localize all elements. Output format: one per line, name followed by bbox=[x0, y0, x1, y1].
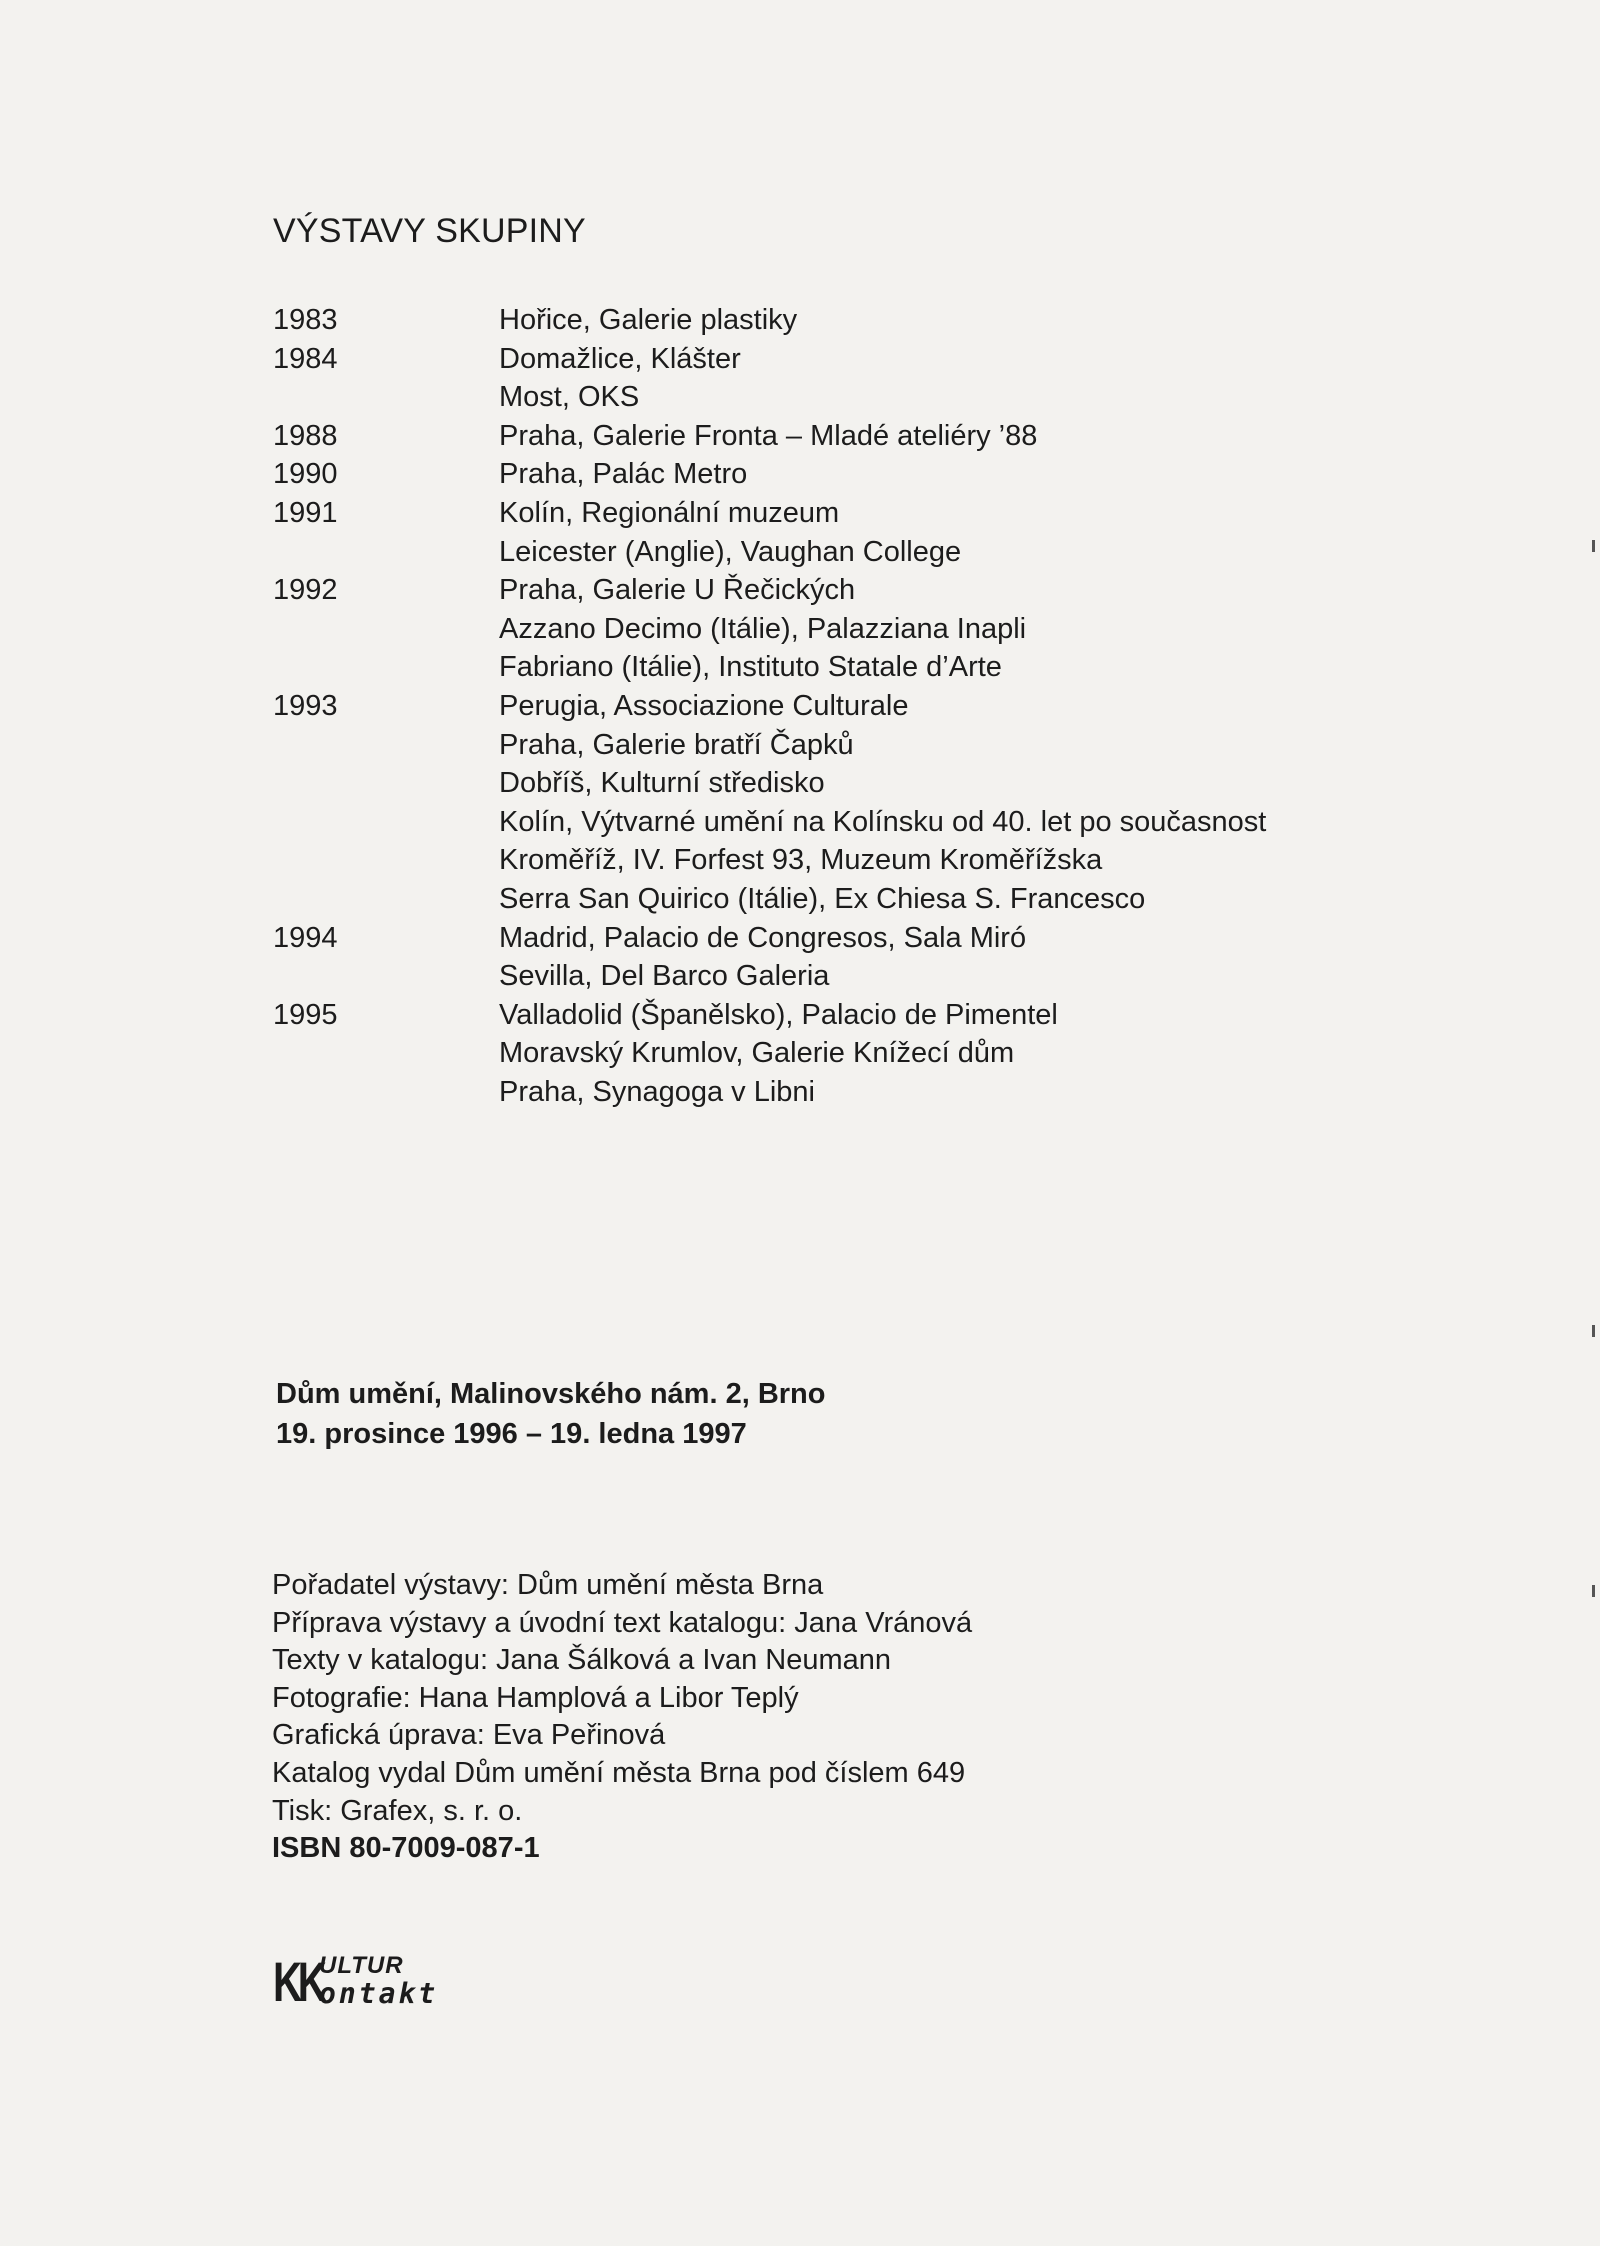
exhibition-year bbox=[273, 957, 499, 996]
exhibition-year: 1993 bbox=[273, 689, 338, 722]
credit-publisher: Katalog vydal Dům umění města Brna pod číslem 649 bbox=[272, 1756, 966, 1789]
venue-block bbox=[276, 1374, 826, 1454]
exhibition-row bbox=[273, 726, 1373, 765]
exhibition-row bbox=[273, 1034, 1373, 1073]
credit-texts: Texty v katalogu: Jana Šálková a Ivan Neumann bbox=[272, 1644, 892, 1677]
exhibition-row bbox=[273, 417, 1373, 456]
exhibition-year: 1992 bbox=[273, 574, 338, 607]
exhibition-row bbox=[273, 1073, 1373, 1112]
exhibition-row bbox=[273, 340, 1373, 379]
exhibition-year bbox=[273, 610, 499, 649]
exhibition-row bbox=[273, 610, 1373, 649]
exhibition-year: 1988 bbox=[273, 419, 338, 452]
exhibition-row bbox=[273, 687, 1373, 726]
exhibition-place: Praha, Synagoga v Libni bbox=[499, 1075, 815, 1108]
exhibition-row bbox=[273, 494, 1373, 533]
exhibition-row bbox=[273, 533, 1373, 572]
venue-dates: 19. prosince 1996 – 19. ledna 1997 bbox=[276, 1418, 747, 1450]
exhibition-place: Sevilla, Del Barco Galeria bbox=[499, 960, 830, 993]
credit-design: Grafická úprava: Eva Peřinová bbox=[272, 1719, 666, 1752]
exhibition-row bbox=[273, 803, 1373, 842]
section-heading: VÝSTAVY SKUPINY bbox=[273, 212, 586, 250]
credit-photos: Fotografie: Hana Hamplová a Libor Teplý bbox=[272, 1681, 799, 1714]
exhibition-year bbox=[273, 1073, 499, 1112]
exhibition-year bbox=[273, 764, 499, 803]
logo-ontakt: ontakt bbox=[319, 1977, 439, 2010]
credit-preparation: Příprava výstavy a úvodní text katalogu: Jana Vránová bbox=[272, 1606, 973, 1639]
exhibition-place: Serra San Quirico (Itálie), Ex Chiesa S. Francesco bbox=[499, 882, 1146, 915]
exhibition-place: Kroměříž, IV. Forfest 93, Muzeum Kroměřížska bbox=[499, 844, 1103, 877]
exhibition-place: Dobříš, Kulturní středisko bbox=[499, 767, 825, 800]
exhibition-place: Most, OKS bbox=[499, 381, 640, 414]
credits-block bbox=[272, 1567, 972, 1868]
exhibition-year bbox=[273, 803, 499, 842]
exhibition-list bbox=[273, 301, 1373, 1111]
logo-kk: KK bbox=[273, 1950, 323, 2013]
exhibition-place: Praha, Palác Metro bbox=[499, 458, 748, 491]
exhibition-place: Madrid, Palacio de Congresos, Sala Miró bbox=[499, 921, 1027, 954]
exhibition-place: Leicester (Anglie), Vaughan College bbox=[499, 535, 962, 568]
exhibition-place: Azzano Decimo (Itálie), Palazziana Inapli bbox=[499, 612, 1027, 645]
margin-mark bbox=[1592, 540, 1595, 552]
exhibition-place: Perugia, Associazione Culturale bbox=[499, 689, 909, 722]
exhibition-year bbox=[273, 378, 499, 417]
exhibition-year: 1995 bbox=[273, 998, 338, 1031]
exhibition-year: 1983 bbox=[273, 304, 338, 336]
exhibition-year: 1990 bbox=[273, 458, 338, 491]
exhibition-place: Praha, Galerie U Řečických bbox=[499, 574, 856, 607]
exhibition-year bbox=[273, 648, 499, 687]
venue-address: Dům umění, Malinovského nám. 2, Brno bbox=[276, 1378, 826, 1410]
exhibition-place: Moravský Krumlov, Galerie Knížecí dům bbox=[499, 1037, 1015, 1070]
exhibition-place: Domažlice, Klášter bbox=[499, 342, 741, 375]
exhibition-year bbox=[273, 880, 499, 919]
exhibition-row bbox=[273, 996, 1373, 1035]
exhibition-place: Fabriano (Itálie), Instituto Statale d’Arte bbox=[499, 651, 1002, 684]
margin-mark bbox=[1592, 1325, 1595, 1337]
exhibition-row bbox=[273, 919, 1373, 958]
exhibition-place: Kolín, Výtvarné umění na Kolínsku od 40. let po současnost bbox=[499, 805, 1267, 838]
logo-ultur: ULTUR bbox=[319, 1952, 404, 1979]
exhibition-year bbox=[273, 726, 499, 765]
exhibition-year bbox=[273, 841, 499, 880]
exhibition-year: 1984 bbox=[273, 342, 338, 375]
exhibition-row bbox=[273, 841, 1373, 880]
exhibition-year: 1991 bbox=[273, 496, 338, 529]
exhibition-row bbox=[273, 880, 1373, 919]
exhibition-row bbox=[273, 648, 1373, 687]
exhibition-row bbox=[273, 455, 1373, 494]
exhibition-place: Praha, Galerie Fronta – Mladé ateliéry ’88 bbox=[499, 419, 1038, 452]
exhibition-place: Kolín, Regionální muzeum bbox=[499, 496, 840, 529]
exhibition-year: 1994 bbox=[273, 921, 338, 954]
credit-organizer: Pořadatel výstavy: Dům umění města Brna bbox=[272, 1569, 824, 1601]
exhibition-row bbox=[273, 571, 1373, 610]
exhibition-place: Praha, Galerie bratří Čapků bbox=[499, 728, 854, 761]
exhibition-row bbox=[273, 957, 1373, 996]
exhibition-year bbox=[273, 533, 499, 572]
credit-isbn: ISBN 80-7009-087-1 bbox=[272, 1832, 540, 1865]
exhibition-year bbox=[273, 1034, 499, 1073]
exhibition-row bbox=[273, 764, 1373, 803]
exhibition-row bbox=[273, 301, 1373, 340]
credit-print: Tisk: Grafex, s. r. o. bbox=[272, 1794, 523, 1827]
kulturkontakt-logo bbox=[273, 1950, 443, 2013]
margin-mark bbox=[1592, 1585, 1595, 1597]
exhibition-row bbox=[273, 378, 1373, 417]
exhibition-place: Hořice, Galerie plastiky bbox=[499, 304, 798, 336]
exhibition-place: Valladolid (Španělsko), Palacio de Pimentel bbox=[499, 998, 1058, 1031]
